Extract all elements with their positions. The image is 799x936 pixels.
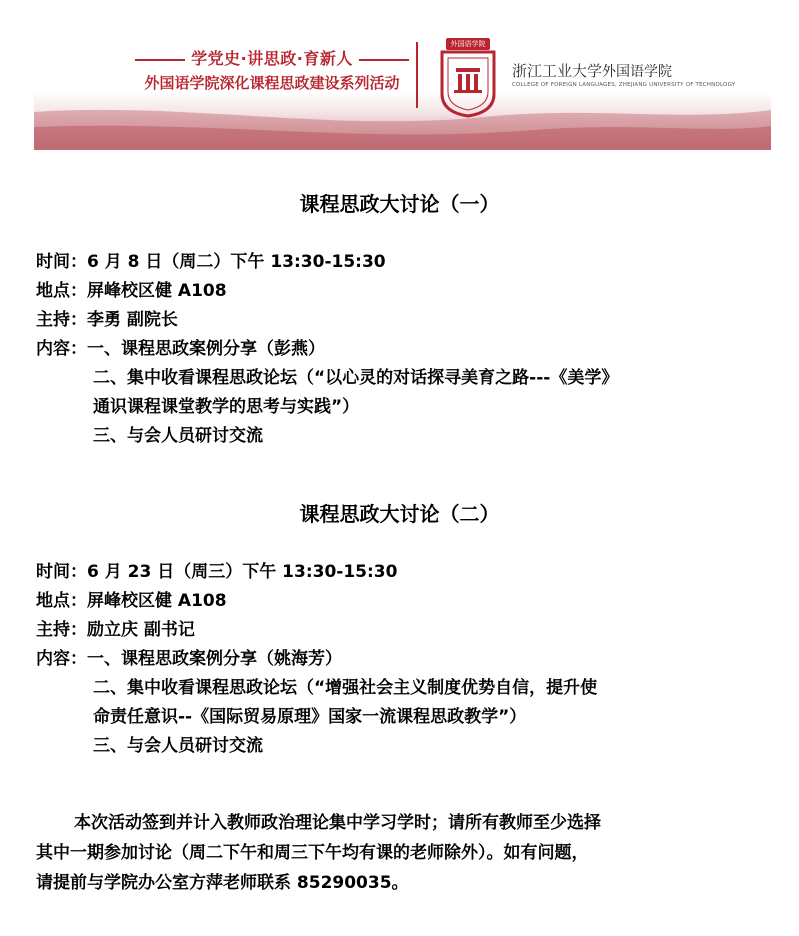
time-label: 时间：	[36, 252, 87, 272]
content-label: 内容：	[36, 649, 87, 669]
time-value: 6 月 8 日（周二）下午 13:30-15:30	[87, 252, 386, 272]
host-label: 主持：	[36, 310, 87, 330]
session1-title: 课程思政大讨论（一）	[299, 192, 500, 216]
college-english-name: COLLEGE OF FOREIGN LANGUAGES, ZHEJIANG UNIVERSITY OF TECHNOLOGY	[512, 82, 736, 88]
note-line3: 请提前与学院办公室方萍老师联系 85290035。	[36, 873, 409, 893]
content-item: 一、课程思政案例分享（彭燕）	[87, 339, 325, 359]
session2-content-item-2-cont: 命责任意识--《国际贸易原理》国家一流课程思政教学”）	[93, 707, 527, 727]
time-value: 6 月 23 日（周三）下午 13:30-15:30	[87, 562, 398, 582]
time-label: 时间：	[36, 562, 87, 582]
place-label: 地点：	[36, 591, 87, 611]
college-name: 外国语学院	[602, 64, 673, 80]
session1-time	[36, 247, 386, 272]
host-label: 主持：	[36, 620, 87, 640]
session1-content-item-3: 三、与会人员研讨交流	[93, 426, 263, 446]
slogan-text: 学党史·讲思政·育新人	[191, 49, 353, 68]
note-line2: 其中一期参加讨论（周二下午和周三下午均有课的老师除外）。如有问题，	[36, 843, 589, 863]
header-banner	[34, 22, 771, 150]
session1-host	[36, 305, 178, 330]
session2-host	[36, 615, 195, 640]
session1-content	[36, 334, 325, 359]
session2-time	[36, 557, 397, 582]
session2-place	[36, 586, 227, 611]
content-item: 一、课程思政案例分享（姚海芳）	[87, 649, 342, 669]
session1-content-item-2: 二、集中收看课程思政论坛（“以心灵的对话探寻美育之路---《美学》	[93, 368, 619, 388]
session2-content-item-2: 二、集中收看课程思政论坛（“增强社会主义制度优势自信，提升使	[93, 678, 598, 698]
note-line1: 本次活动签到并计入教师政治理论集中学习学时；请所有教师至少选择	[74, 813, 601, 833]
session1-content-item-2-cont: 通识课程课堂教学的思考与实践”）	[93, 397, 360, 417]
place-label: 地点：	[36, 281, 87, 301]
university-name: 浙江工业大学	[512, 62, 603, 80]
place-value: 屏峰校区健 A108	[87, 281, 227, 301]
host-value: 励立庆 副书记	[87, 620, 195, 640]
university-seal-logo	[434, 38, 502, 118]
place-value: 屏峰校区健 A108	[87, 591, 227, 611]
slogan-dash-right	[359, 59, 409, 61]
host-value: 李勇 副院长	[87, 310, 178, 330]
session2-title: 课程思政大讨论（二）	[299, 502, 500, 526]
header-divider	[416, 42, 418, 108]
slogan-line1	[122, 46, 422, 69]
slogan-line2: 外国语学院深化课程思政建设系列活动	[144, 74, 400, 92]
slogan-dash-left	[135, 59, 185, 61]
seal-tag: 外国语学院	[446, 38, 490, 50]
content-label: 内容：	[36, 339, 87, 359]
session1-place	[36, 276, 227, 301]
session2-content-item-3: 三、与会人员研讨交流	[93, 736, 263, 756]
school-name	[512, 60, 672, 81]
session2-content	[36, 644, 342, 669]
